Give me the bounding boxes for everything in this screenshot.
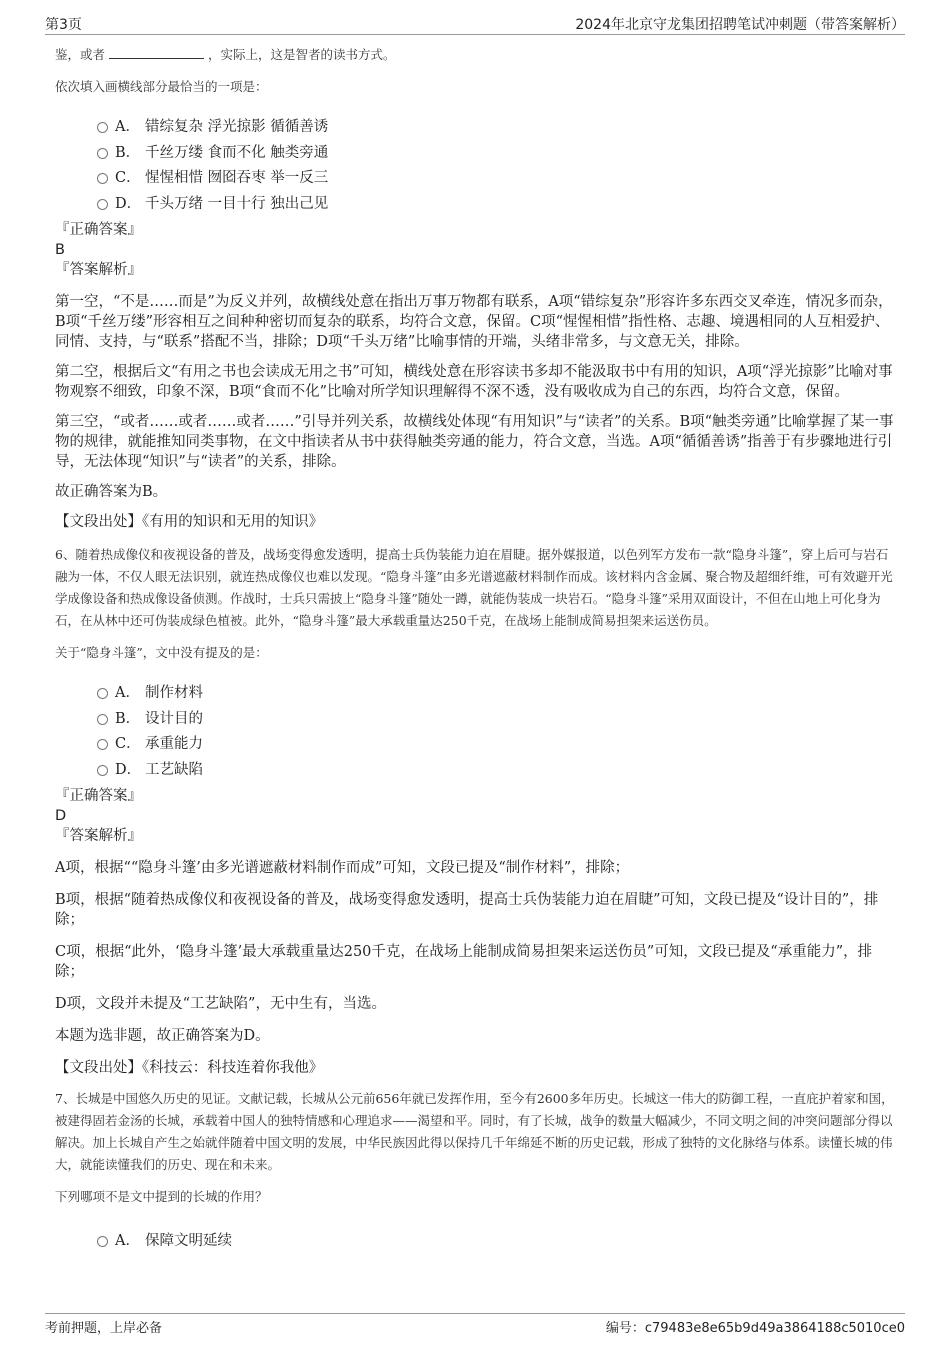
- option-text: 设计目的: [145, 710, 203, 727]
- q5-option-d[interactable]: [55, 191, 900, 217]
- radio-icon[interactable]: [97, 1236, 108, 1247]
- option-letter: B．: [115, 144, 141, 161]
- q6-prompt: 关于“隐身斗篷”，文中没有提及的是：: [55, 645, 268, 660]
- q5-analysis-4: 故正确答案为B。: [55, 484, 168, 500]
- radio-icon[interactable]: [97, 688, 108, 699]
- page-header: [45, 10, 905, 35]
- q6-option-a[interactable]: [55, 680, 900, 706]
- q5-source: 【文段出处】《有用的知识和无用的知识》: [55, 514, 324, 530]
- option-text: 保障文明延续: [145, 1233, 232, 1249]
- option-text: 错综复杂 浮光掠影 循循善诱: [145, 119, 329, 135]
- document-code: [606, 1317, 905, 1336]
- page-footer: [45, 1313, 905, 1336]
- fill-blank: [109, 46, 204, 59]
- footer-slogan: 考前押题，上岸必备: [45, 1321, 163, 1336]
- q5-stem-text-b: ，实际上，这是智者的读书方式。: [208, 47, 396, 62]
- q6-option-c[interactable]: [55, 731, 900, 757]
- q5-analysis-2: 第二空，根据后文“有用之书也会读成无用之书”可知，横线处意在形容读书多却不能汲取书中有用的知识，A项“浮光掠影”比喻对事物观察不细致，印象不深，B项“食而不化”比喻对所学知识理解得不深不透，没有吸收成为自己的东西，均符合文意，保留。: [55, 364, 893, 400]
- code-value: c79483e8e65b9d49a3864188c5010ce0: [644, 1321, 905, 1336]
- option-text: 制作材料: [145, 685, 203, 701]
- option-letter: A．: [115, 1233, 140, 1249]
- q7-option-a[interactable]: [55, 1228, 900, 1254]
- q6-analysis-1: A项，根据““隐身斗篷’由多光谱遮蔽材料制作而成”可知，文段已提及“制作材料”，排除；: [55, 860, 630, 876]
- q7-stem: 7、长城是中国悠久历史的见证。文献记载，长城从公元前656年就已发挥作用，至今有2600多年历史。长城这一伟大的防御工程，一直庇护着家和国，被建得固若金汤的长城，承载着中国人的独特情感和心理追求——渴望和平。同时，有了长城，战争的数量大幅减少，不同文明之间的冲突问题部分得以解决。加上长城自产生之始就伴随着中国文明的发展，中华民族因此得以保持几千年绵延不断的历史记载，形成了独特的文化脉络与体系。读懂长城的伟大，就能读懂我们的历史、现在和未来。: [55, 1091, 894, 1172]
- q6-option-b[interactable]: [55, 706, 900, 732]
- code-label: 编号：: [605, 1321, 645, 1336]
- q6-stem: 6、随着热成像仪和夜视设备的普及，战场变得愈发透明，提高士兵伪装能力迫在眉睫。据外媒报道，以色列军方发布一款“隐身斗篷”，穿上后可与岩石融为一体，不仅人眼无法识别，就连热成像仪也难以发现。“隐身斗篷”由多光谱遮蔽材料制作而成。该材料内含金属、聚合物及超细纤维，可有效避开光学成像设备和热成像设备侦测。作战时，士兵只需披上“隐身斗篷”随处一蹲，就能伪装成一块岩石。“隐身斗篷”采用双面设计，不但在山地上可化身为石，在从林中还可伪装成绿色植被。此外，“隐身斗篷”最大承载重量达250千克，在战场上能制成简易担架来运送伤员。: [55, 547, 893, 628]
- q5-answer: B: [55, 242, 65, 258]
- option-text: 承重能力: [145, 736, 203, 752]
- page-number: 第3页: [45, 17, 82, 33]
- q5-stem-tail: [55, 44, 900, 66]
- radio-icon[interactable]: [97, 173, 108, 184]
- option-text: 千头万绪 一目十行 独出己见: [145, 195, 329, 212]
- q5-option-a[interactable]: [55, 114, 900, 140]
- q5-stem-text-a: 鉴，或者: [55, 47, 106, 62]
- option-text: 惺惺相惜 囫囵吞枣 举一反三: [145, 170, 329, 186]
- q6-analysis-3: C项，根据“此外，‘隐身斗篷’最大承载重量达250千克，在战场上能制成简易担架来运送伤员”可知，文段已提及“承重能力”，排除；: [55, 944, 873, 980]
- option-letter: A．: [115, 685, 140, 701]
- q5-analysis-1: 第一空，“不是……而是”为反义并列，故横线处意在指出万事万物都有联系，A项“错综复杂”形容许多东西交叉牵连，情况多而杂，B项“千丝万缕”形容相互之间种种密切而复杂的联系，均符合文意，保留。C项“惺惺相惜”指性格、志趣、境遇相同的人互相爱护、同情、支持，与“联系”搭配不当，排除；D项“千头万绪”比喻事情的开端，头绪非常多，与文意无关，排除。: [55, 294, 893, 350]
- radio-icon[interactable]: [97, 714, 108, 725]
- option-text: 工艺缺陷: [145, 761, 203, 778]
- q5-prompt: 依次填入画横线部分最恰当的一项是：: [55, 79, 268, 94]
- radio-icon[interactable]: [97, 148, 108, 159]
- document-body: [55, 44, 900, 1254]
- q6-analysis-label: 『答案解析』: [55, 828, 142, 844]
- radio-icon[interactable]: [97, 122, 108, 133]
- radio-icon[interactable]: [97, 199, 108, 210]
- q6-answer-label: 『正确答案』: [55, 788, 142, 804]
- q5-analysis-label: 『答案解析』: [55, 262, 142, 278]
- q5-option-c[interactable]: [55, 165, 900, 191]
- option-letter: C．: [115, 170, 141, 186]
- radio-icon[interactable]: [97, 739, 108, 750]
- q5-answer-label: 『正确答案』: [55, 222, 142, 238]
- q5-analysis-3: 第三空，“或者……或者……或者……”引导并列关系，故横线处体现“有用知识”与“读者”的关系。B项“触类旁通”比喻掌握了某一事物的规律，就能推知同类事物，在文中指读者从书中获得触类旁通的能力，符合文意，当选。A项“循循善诱”指善于有步骤地进行引导，无法体现“知识”与“读者”的关系，排除。: [55, 414, 894, 470]
- q6-analysis-2: B项，根据“随着热成像仪和夜视设备的普及，战场变得愈发透明，提高士兵伪装能力迫在眉睫”可知，文段已提及“设计目的”，排除；: [55, 892, 879, 928]
- q6-answer: D: [55, 808, 67, 824]
- document-title: 2024年北京守龙集团招聘笔试冲刺题（带答案解析）: [575, 17, 905, 33]
- option-letter: D．: [115, 761, 142, 778]
- q5-options: [55, 114, 900, 216]
- option-letter: B．: [115, 710, 141, 727]
- q6-analysis-4: D项，文段并未提及“工艺缺陷”，无中生有，当选。: [55, 996, 386, 1012]
- radio-icon[interactable]: [97, 765, 108, 776]
- option-letter: C．: [115, 736, 141, 752]
- option-letter: A．: [115, 119, 140, 135]
- q5-option-b[interactable]: [55, 140, 900, 166]
- option-text: 千丝万缕 食而不化 触类旁通: [145, 144, 329, 161]
- q6-options: [55, 680, 900, 782]
- option-letter: D．: [115, 195, 142, 212]
- q6-analysis-5: 本题为选非题，故正确答案为D。: [55, 1028, 270, 1044]
- q7-prompt: 下列哪项不是文中提到的长城的作用？: [55, 1189, 268, 1204]
- q7-options: [55, 1228, 900, 1254]
- q6-source: 【文段出处】《科技云：科技连着你我他》: [55, 1060, 324, 1076]
- q6-option-d[interactable]: [55, 757, 900, 783]
